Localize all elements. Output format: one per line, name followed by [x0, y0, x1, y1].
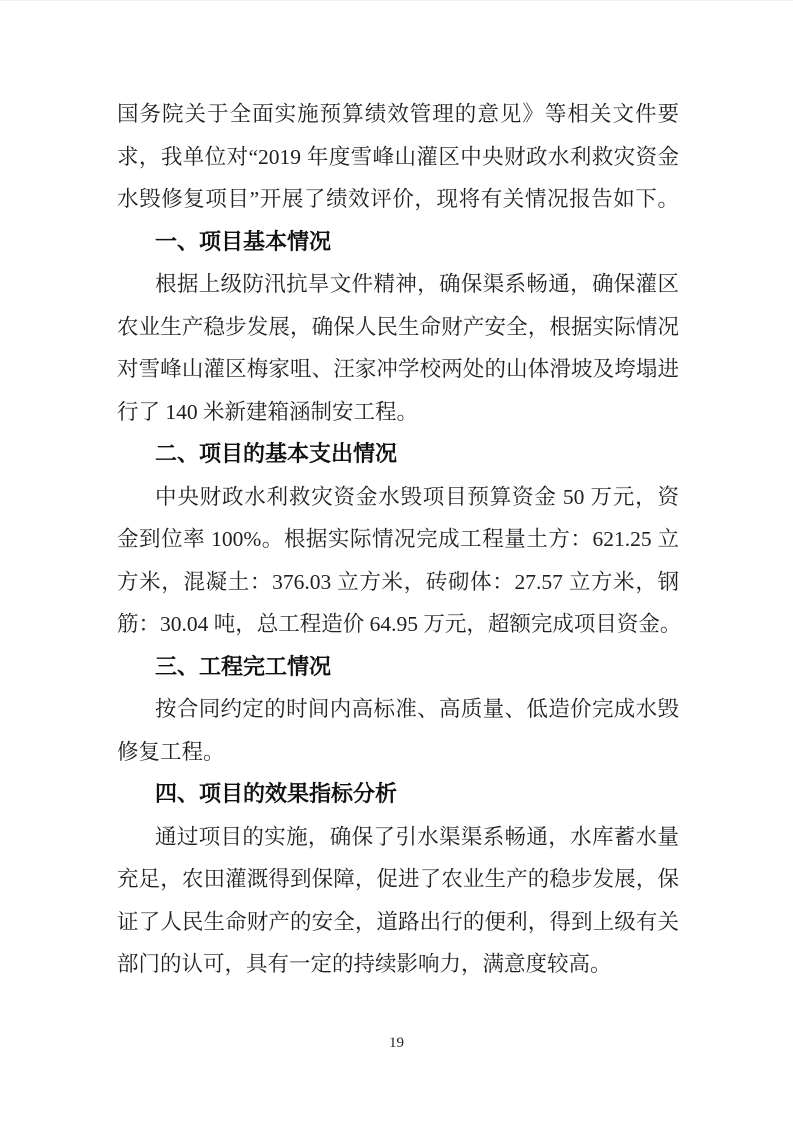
text-line: 通过项目的实施，确保了引水渠渠系畅通，水库蓄水量 [155, 824, 679, 849]
section-heading-effect-analysis: 四、项目的效果指标分析 [155, 781, 398, 806]
text-line: 根据上级防汛抗旱文件精神，确保渠系畅通，确保灌区 [155, 272, 679, 296]
text-line: 充足，农田灌溉得到保障，促进了农业生产的稳步发展，保 [117, 867, 679, 891]
text-line: 筋：30.04 吨，总工程造价 64.95 万元，超额完成项目资金。 [117, 612, 682, 636]
paragraph-effect-analysis [117, 816, 679, 986]
section-heading-basic-info: 一、项目基本情况 [155, 228, 332, 254]
text-line: 求，我单位对“2019 年度雪峰山灌区中央财政水利救灾资金 [117, 144, 679, 169]
paragraph-completion [117, 688, 679, 773]
paragraph-intro [117, 93, 679, 221]
text-line: 部门的认可，具有一定的持续影响力，满意度较高。 [117, 952, 612, 976]
text-line: 水毁修复项目”开展了绩效评价，现将有关情况报告如下。 [117, 187, 679, 211]
page-number: 19 [389, 1035, 404, 1051]
text-line: 金到位率 100%。根据实际情况完成工程量土方：621.25 立 [117, 527, 679, 551]
paragraph-basic-info [117, 263, 679, 433]
text-line: 方米，混凝土：376.03 立方米，砖砌体：27.57 立方米，钢 [117, 569, 679, 594]
text-line: 修复工程。 [117, 739, 225, 764]
paragraph-expenditure [117, 476, 682, 646]
text-line: 国务院关于全面实施预算绩效管理的意见》等相关文件要 [117, 102, 679, 126]
text-line: 按合同约定的时间内高标准、高质量、低造价完成水毁 [155, 697, 679, 721]
text-line: 证了人民生命财产的安全，道路出行的便利，得到上级有关 [117, 909, 679, 934]
document-body [117, 93, 682, 986]
section-heading-completion: 三、工程完工情况 [155, 653, 332, 679]
text-line: 行了 140 米新建箱涵制安工程。 [117, 399, 419, 424]
section-heading-expenditure: 二、项目的基本支出情况 [155, 441, 398, 466]
text-line: 农业生产稳步发展，确保人民生命财产安全，根据实际情况 [117, 314, 679, 339]
text-line: 中央财政水利救灾资金水毁项目预算资金 50 万元，资 [155, 484, 679, 509]
text-line: 对雪峰山灌区梅家咀、汪家冲学校两处的山体滑坡及垮塌进 [117, 357, 679, 381]
